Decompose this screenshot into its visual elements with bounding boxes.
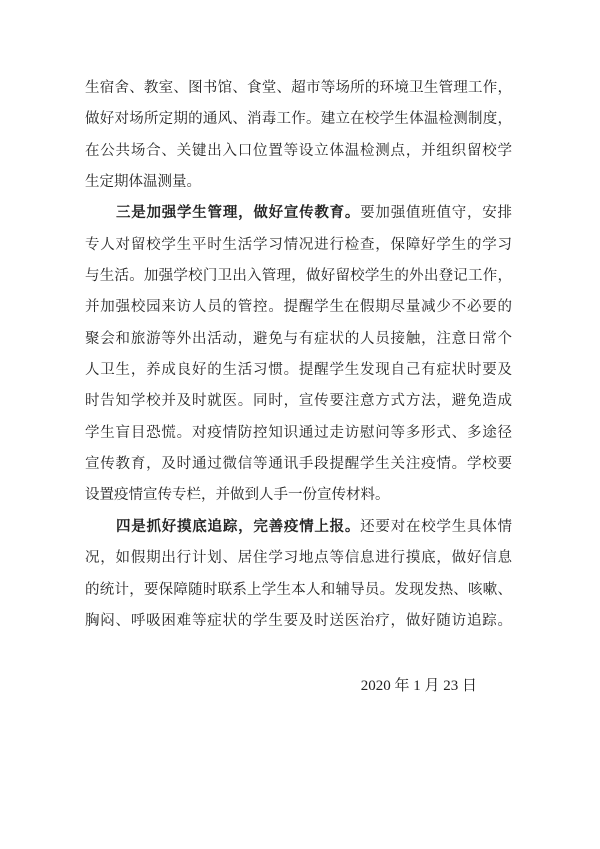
text-line: 与生活。加强学校门卫出入管理，做好留校学生的外出登记工作， bbox=[85, 268, 512, 285]
text-line: 况，如假期出行计划、居住学习地点等信息进行摸底，做好信息 bbox=[85, 550, 512, 567]
text-line: 的统计，要保障随时联系上学生本人和辅导员。发现发热、咳嗽、 bbox=[85, 581, 512, 598]
text-line: 时告知学校并及时就医。同时，宣传要注意方式方法，避免造成 bbox=[85, 393, 512, 410]
text-line: 做好对场所定期的通风、消毒工作。建立在校学生体温检测制度， bbox=[85, 111, 512, 128]
text-line: 胸闷、呼吸困难等症状的学生要及时送医治疗，做好随访追踪。 bbox=[85, 612, 512, 629]
text-line: 生宿舍、教室、图书馆、食堂、超市等场所的环境卫生管理工作， bbox=[85, 80, 512, 96]
text-line: 人卫生，养成良好的生活习惯。提醒学生发现自己有症状时要及 bbox=[85, 362, 512, 379]
text-line: 聚会和旅游等外出活动，避免与有症状的人员接触，注意日常个 bbox=[85, 330, 512, 347]
text-line: 三是加强学生管理，做好宣传教育。要加强值班值守，安排 bbox=[116, 205, 513, 222]
text-line: 生定期体温测量。 bbox=[85, 174, 201, 191]
text-line: 四是抓好摸底追踪，完善疫情上报。还要对在校学生具体情 bbox=[116, 518, 513, 535]
text-line: 学生盲目恐慌。对疫情防控知识通过走访慰问等多形式、多途径 bbox=[85, 424, 512, 441]
bold-lead-text: 三是加强学生管理，做好宣传教育。 bbox=[116, 205, 361, 222]
text-line: 专人对留校学生平时生活学习情况进行检查，保障好学生的学习 bbox=[85, 236, 512, 253]
document-body bbox=[85, 73, 512, 637]
text-line: 并加强校园来访人员的管控。提醒学生在假期尽量减少不必要的 bbox=[85, 299, 512, 316]
text-line: 设置疫情宣传专栏，并做到人手一份宣传材料。 bbox=[85, 487, 390, 504]
bold-lead-text: 四是抓好摸底追踪，完善疫情上报。 bbox=[116, 518, 361, 535]
text-line: 在公共场合、关键出入口位置等设立体温检测点，并组织留校学 bbox=[85, 142, 512, 159]
text-line: 宣传教育，及时通过微信等通讯手段提醒学生关注疫情。学校要 bbox=[85, 456, 512, 473]
document-date: 2020 年 1 月 23 日 bbox=[360, 678, 477, 694]
